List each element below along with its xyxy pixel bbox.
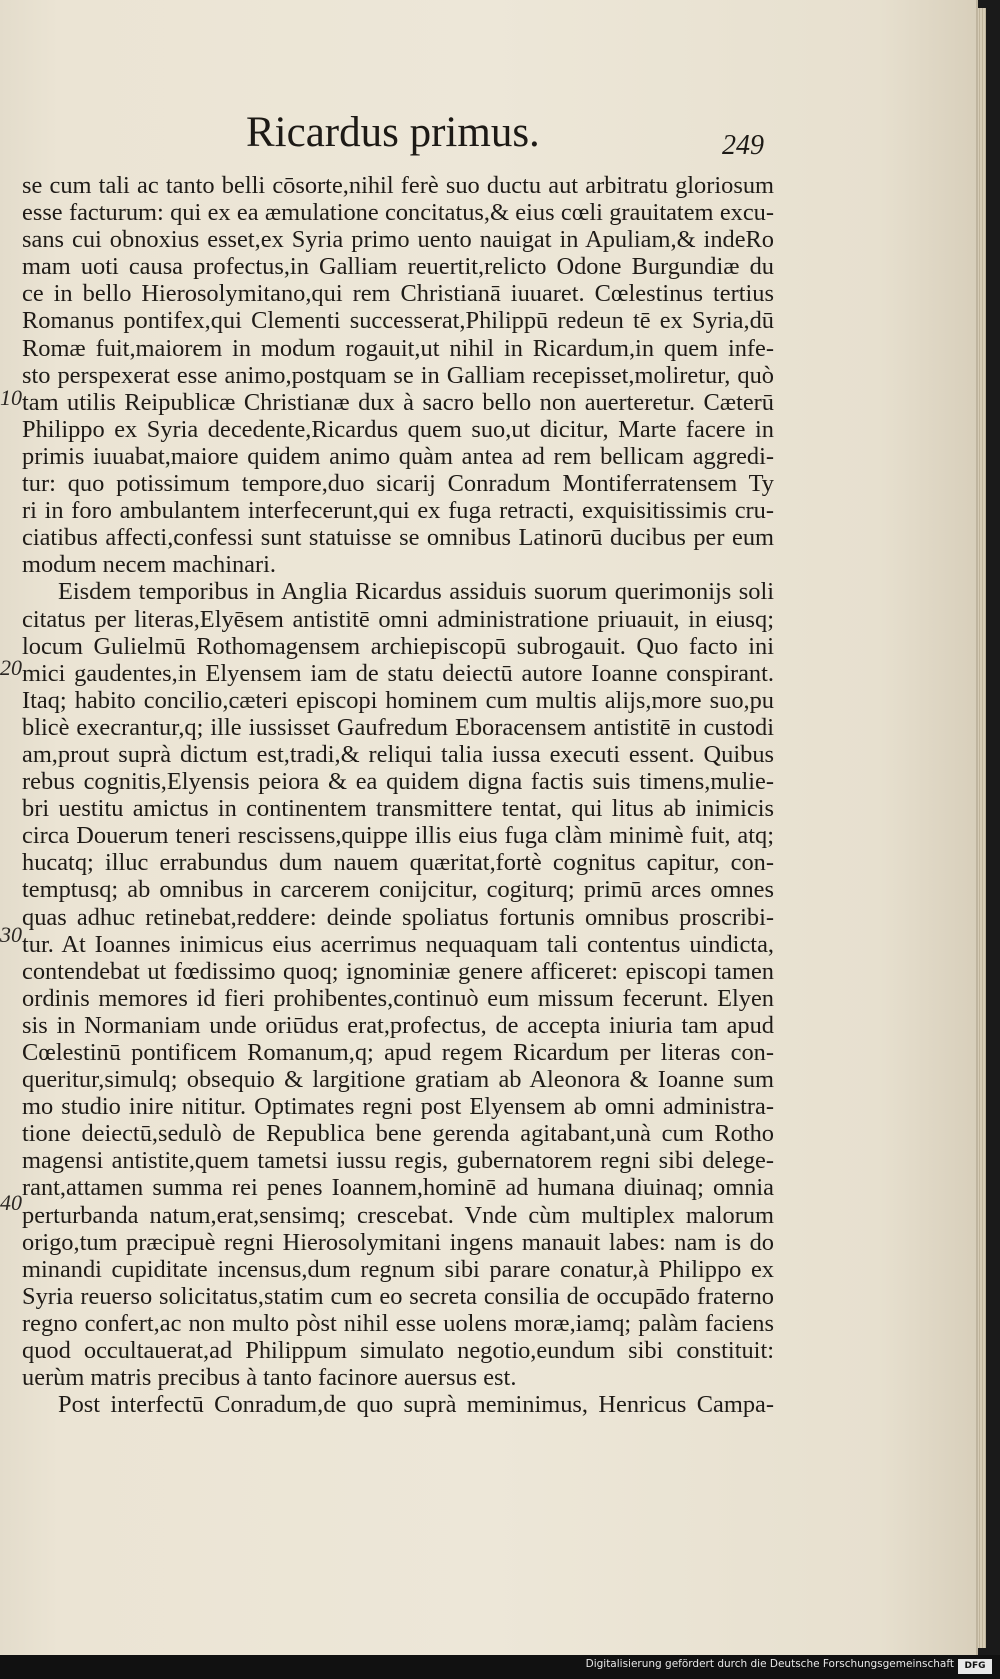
text-line: Romæ fuit,maiorem in modum rogauit,ut nihil in Ricardum,in quem infe- bbox=[22, 334, 774, 362]
text-line: circa Douerum teneri rescissens,quippe illis eius fuga clàm minimè fuit, atq; bbox=[22, 822, 774, 850]
text-line: Philippo ex Syria decedente,Ricardus quem suo,ut dicitur, Marte facere in bbox=[22, 415, 774, 443]
text-line: locum Gulielmū Rothomagensem archiepiscopū subrogauit. Quo facto ini bbox=[22, 632, 774, 660]
text-line: ciatibus affecti,confessi sunt statuisse se omnibus Latinorū ducibus per eum bbox=[22, 524, 774, 552]
margin-line-number: 10 bbox=[0, 385, 22, 410]
text-line: tam utilis Reipublicæ Christianæ dux à sacro bello non auerteretur. Cæterū bbox=[22, 388, 774, 416]
text-line: modum necem machinari. bbox=[22, 551, 276, 579]
text-line: tur. At Ioannes inimicus eius acerrimus nequaquam tali contentus uindicta, bbox=[22, 930, 774, 958]
digitization-footer bbox=[0, 1655, 1000, 1679]
text-line: citatus per literas,Elyēsem antistitē omni administratione priuauit, in eiusq; bbox=[22, 605, 774, 633]
text-line: Eisdem temporibus in Anglia Ricardus assiduis suorum querimonijs soli bbox=[58, 578, 774, 606]
text-line: queritur,simulq; obsequio & largitione gratiam ab Aleonora & Ioanne sum bbox=[22, 1066, 774, 1094]
text-line: bri uestitu amictus in continentem transmittere tentat, qui litus ab inimicis bbox=[22, 795, 774, 823]
text-line: regno confert,ac non multo pòst nihil esse uolens moræ,iamq; palàm faciens bbox=[22, 1309, 774, 1337]
text-line: uerùm matris precibus à tanto facinore auersus est. bbox=[22, 1364, 517, 1392]
text-line: primis iuuabat,maiore quidem animo quàm antea ad rem bellicam aggredi- bbox=[22, 442, 774, 470]
text-line: ce in bello Hierosolymitano,qui rem Christianā iuuaret. Cœlestinus tertius bbox=[22, 280, 774, 308]
margin-line-number: 30 bbox=[0, 922, 22, 947]
text-line: Post interfectū Conradum,de quo suprà meminimus, Henricus Campa- bbox=[58, 1391, 774, 1419]
text-line: quod occultauerat,ad Philippum simulato negotio,eundum sibi constituit: bbox=[22, 1337, 774, 1365]
text-line: temptusq; ab omnibus in carcerem conijcitur, cogiturq; primū arces omnes bbox=[22, 876, 774, 904]
text-line: se cum tali ac tanto belli cōsorte,nihil ferè suo ductu aut arbitratu gloriosum bbox=[22, 172, 774, 199]
text-line: mam uoti causa profectus,in Galliam reuertit,relicto Odone Burgundiæ du bbox=[22, 253, 774, 281]
text-line: contendebat ut fœdissimo quoq; ignominiæ genere afficeret: episcopi tamen bbox=[22, 957, 774, 985]
funding-credit: Digitalisierung gefördert durch die Deutsche Forschungsgemeinschaft bbox=[585, 1658, 954, 1670]
text-line: quas adhuc retinebat,reddere: deinde spoliatus fortunis omnibus proscribi- bbox=[22, 903, 774, 931]
text-line: blicè execrantur,q; ille iussisset Gaufredum Eboracensem antistitē in custodi bbox=[22, 713, 774, 741]
text-line: rant,attamen summa rei penes Ioannem,hominē ad humana diuinaq; omnia bbox=[22, 1174, 774, 1202]
text-line: perturbanda natum,erat,sensimq; crescebat. Vnde cùm multiplex malorum bbox=[22, 1201, 774, 1229]
body-text bbox=[22, 172, 774, 1418]
text-line: Romanus pontifex,qui Clementi successerat,Philippū redeun tē ex Syria,dū bbox=[22, 307, 774, 335]
margin-line-number: 40 bbox=[0, 1190, 22, 1215]
text-line: mici gaudentes,in Elyensem iam de statu deiectū autore Ioanne conspirant. bbox=[22, 659, 774, 687]
text-line: sis in Normaniam unde oriūdus erat,profectus, de accepta iniuria tam apud bbox=[22, 1011, 774, 1039]
page-header bbox=[0, 108, 976, 168]
text-line: hucatq; illuc errabundus dum nauem quæritat,fortè cognitus capitur, con- bbox=[22, 849, 774, 877]
text-line: Itaq; habito concilio,cæteri episcopi hominem cum multis alijs,more suo,pu bbox=[22, 686, 774, 714]
text-line: ordinis memores id fieri prohibentes,continuò eum missum fecerunt. Elyen bbox=[22, 984, 774, 1012]
text-line: tur: quo potissimum tempore,duo sicarij Conradum Montiferratensem Ty bbox=[22, 470, 774, 498]
text-line: magensi antistite,quem tametsi iussu regis, gubernatorem regni sibi delege- bbox=[22, 1147, 774, 1175]
text-line: tione deiectū,sedulò de Republica bene gerenda agitabant,unà cum Rotho bbox=[22, 1120, 774, 1148]
margin-line-number: 20 bbox=[0, 655, 22, 680]
text-line: minandi cupiditate incensus,dum regnum sibi parare conatur,à Philippo ex bbox=[22, 1255, 774, 1283]
text-line: esse facturum: qui ex ea æmulatione concitatus,& eius cœli grauitatem excu- bbox=[22, 199, 774, 227]
text-line: sans cui obnoxius esset,ex Syria primo uento nauigat in Apuliam,& indeRo bbox=[22, 226, 774, 254]
text-line: am,prout suprà dictum est,tradi,& reliqui talia iussa executi essent. Quibus bbox=[22, 740, 774, 768]
text-line: mo studio inire nititur. Optimates regni post Elyensem ab omni administra- bbox=[22, 1093, 774, 1121]
text-line: sto perspexerat esse animo,postquam se in Galliam recepisset,moliretur, quò bbox=[22, 361, 774, 389]
text-line: origo,tum præcipuè regni Hierosolymitani ingens manauit labes: nam is do bbox=[22, 1228, 774, 1256]
dfg-logo-icon: DFG bbox=[958, 1659, 992, 1674]
text-line: Syria reuerso solicitatus,statim cum eo secreta consilia de occupādo fraterno bbox=[22, 1282, 774, 1310]
folio-number: 249 bbox=[722, 130, 764, 161]
text-line: Cœlestinū pontificem Romanum,q; apud regem Ricardum per literas con- bbox=[22, 1039, 774, 1066]
running-title: Ricardus primus. bbox=[246, 109, 540, 156]
text-line: rebus cognitis,Elyensis peiora & ea quidem digna factis suis timens,mulie- bbox=[22, 768, 774, 796]
text-line: ri in foro ambulantem interfecerunt,qui ex fuga retracti, exquisitissimis cru- bbox=[22, 497, 774, 525]
